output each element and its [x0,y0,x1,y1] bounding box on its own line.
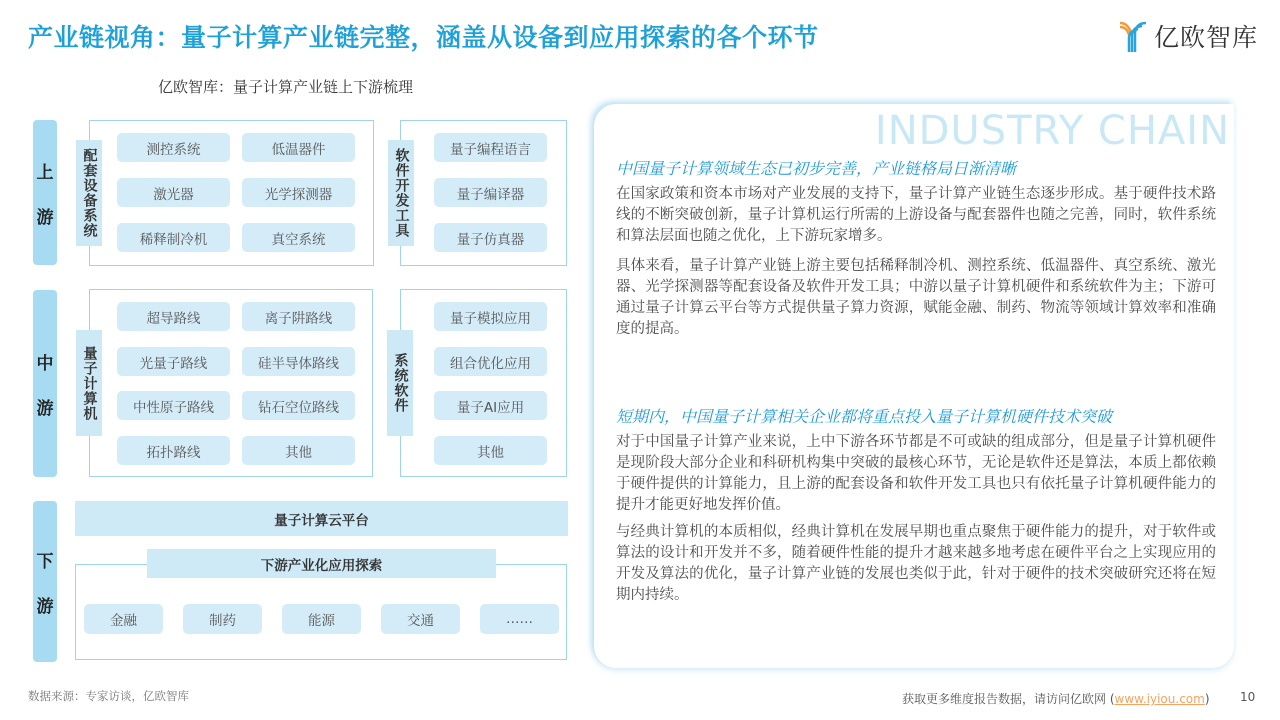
page-title: 产业链视角：量子计算产业链完整，涵盖从设备到应用探索的各个环节 [28,23,819,52]
brand-logo [1118,18,1258,54]
application-cell: 交通 [381,604,460,634]
item-cell: 中性原子路线 [117,391,230,420]
group-label-text: 系统软件 [392,353,409,413]
group-label-quantum-computer [76,330,102,436]
item-cell: 量子编译器 [434,178,547,207]
group-label-text: 软件开发工具 [393,148,410,238]
section2-heading: 短期内，中国量子计算相关企业都将重点投入量子计算机硬件技术突破 [616,407,1113,426]
item-cell: 量子编程语言 [434,133,547,162]
item-cell: 离子阱路线 [242,302,355,331]
item-cell: 量子模拟应用 [434,302,547,331]
item-cell: 超导路线 [117,302,230,331]
item-cell: 光量子路线 [117,347,230,376]
item-cell: 量子仿真器 [434,223,547,252]
item-cell: 其他 [434,436,547,465]
item-cell: 激光器 [117,178,230,207]
item-cell: 组合优化应用 [434,347,547,376]
item-cell: 拓扑路线 [117,436,230,465]
item-cell: 稀释制冷机 [117,223,230,252]
page-number: 10 [1240,690,1256,704]
tier-char: 上 [36,162,54,183]
footer-suffix: ) [1204,692,1210,706]
application-cell: …… [480,604,559,634]
section1-heading: 中国量子计算领域生态已初步完善，产业链格局日渐清晰 [616,159,1017,178]
item-cell: 量子AI应用 [434,391,547,420]
cloud-platform-bar: 量子计算云平台 [75,501,568,536]
footer-more-info [902,690,1210,707]
tier-char: 游 [36,398,54,419]
website-link[interactable]: www.iyiou.com [1114,692,1205,706]
logo-icon [1118,19,1148,53]
item-cell: 硅半导体路线 [242,347,355,376]
group-label-text: 量子计算机 [81,345,98,421]
logo-text: 亿欧智库 [1154,23,1259,52]
item-cell: 真空系统 [242,223,355,252]
group-label-system-software [387,330,413,436]
section2-paragraph2: 与经典计算机的本质相似，经典计算机在发展早期也重点聚焦于硬件能力的提升，对于软件或算法的设计和开发并不多，随着硬件性能的提升才越来越多地考虑在硬件平台之上实现应用的开发及算法的优化，量子计算产业链的发展也类似于此，针对于硬件的技术突破研究还将在短期内持续。 [616,524,1216,603]
section2-paragraph1: 对于中国量子计算产业来说，上中下游各环节都是不可或缺的组成部分，但是量子计算机硬件是现阶段大部分企业和科研机构集中突破的最核心环节，无论是软件还是算法，本质上都依赖于硬件提供的计算能力，且上游的配套设备和软件开发工具也只有依托量子计算机硬件能力的提升才能更好地发挥价值。 [616,434,1216,513]
item-cell: 测控系统 [117,133,230,162]
tier-char: 中 [36,353,54,374]
item-cell: 其他 [242,436,355,465]
section1-paragraph2: 具体来看，量子计算产业链上游主要包括稀释制冷机、测控系统、低温器件、真空系统、激光器、光学探测器等配套设备及软件开发工具；中游以量子计算机硬件和系统软件为主；下游可通过量子计算云平台等方式提供量子算力资源，赋能金融、制药、物流等领域计算效率和准确度的提高。 [616,258,1216,337]
diagram-subtitle: 亿欧智库：量子计算产业链上下游梳理 [158,78,414,96]
item-cell: 光学探测器 [242,178,355,207]
exploration-label-bar: 下游产业化应用探索 [147,549,496,578]
group-label-dev-tools [388,140,414,246]
watermark-text: INDUSTRY CHAIN [874,108,1230,154]
tier-upstream [33,120,57,265]
tier-char: 游 [36,207,54,228]
tier-char: 下 [36,551,54,572]
item-cell: 低温器件 [242,133,355,162]
tier-midstream [33,290,57,477]
group-label-text: 配套设备系统 [81,148,98,238]
application-cell: 制药 [183,604,262,634]
tier-char: 游 [36,596,54,617]
tier-downstream [33,501,57,662]
analysis-panel [594,104,1234,668]
section1-paragraph1: 在国家政策和资本市场对产业发展的支持下，量子计算产业链生态逐步形成。基于硬件技术路线的不断突破创新，量子计算机运行所需的上游设备与配套器件也随之完善，同时，软件系统和算法层面也随之优化，上下游玩家增多。 [616,186,1216,244]
data-source: 数据来源：专家访谈，亿欧智库 [28,689,189,703]
footer-prefix: 获取更多维度报告数据，请访问亿欧网 ( [902,692,1115,706]
application-cell: 能源 [282,604,361,634]
group-label-equipment [76,140,102,246]
item-cell: 钻石空位路线 [242,391,355,420]
application-cell: 金融 [84,604,163,634]
